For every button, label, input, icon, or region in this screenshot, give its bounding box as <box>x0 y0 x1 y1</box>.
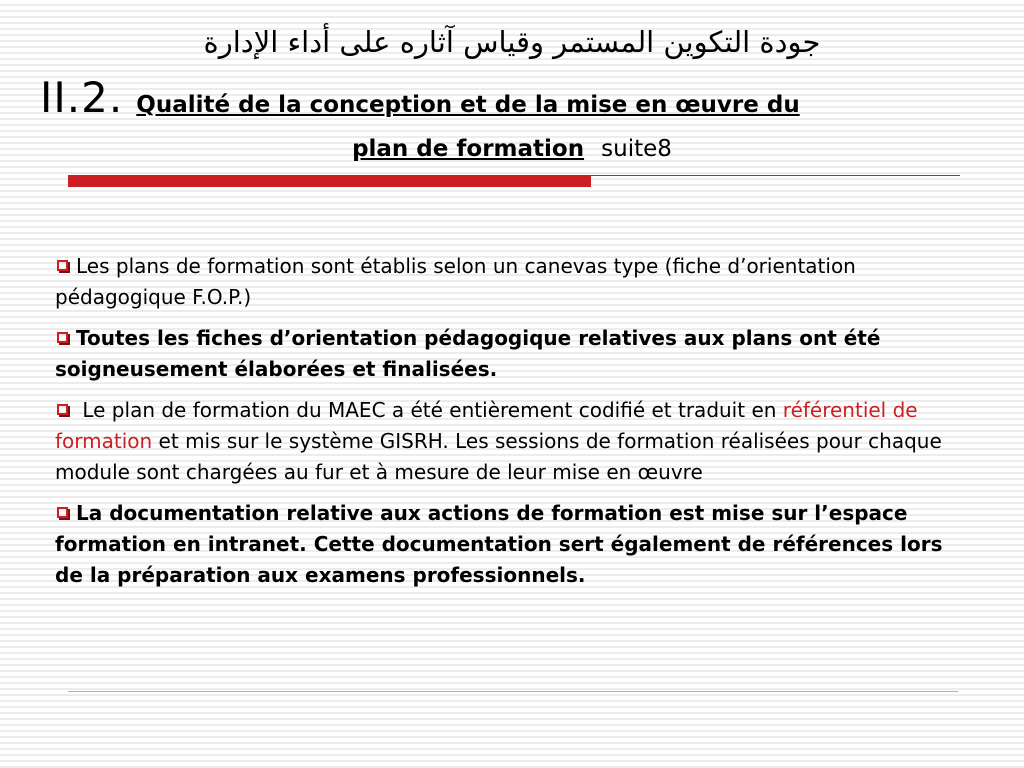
bullet-item <box>55 251 970 313</box>
bullet-highlight: référentiel de formation <box>55 398 918 453</box>
arabic-title: جودة التكوين المستمر وقياس آثاره على أداء الإدارة <box>203 25 821 59</box>
bullet-text-after: et mis sur le système GISRH. Les sessions de formation réalisées pour chaque module sont chargées au fur et à mesure de leur mise en œuvre <box>55 429 942 484</box>
slide-title-line2 <box>0 132 1024 168</box>
slide-title-suffix: suite8 <box>601 136 672 162</box>
bullet-text: Toutes les fiches d’orientation pédagogique relatives aux plans ont été soigneusement élaborées et finalisées. <box>55 326 881 381</box>
checkbox-bullet-icon <box>57 404 68 415</box>
checkbox-bullet-icon <box>57 507 68 518</box>
title-underline-bar <box>68 175 591 187</box>
bullet-item <box>55 395 970 488</box>
checkbox-bullet-icon <box>57 332 68 343</box>
bullet-text-before: Le plan de formation du MAEC a été entièrement codifié et traduit en <box>76 398 783 422</box>
bullet-item <box>55 323 970 385</box>
bullet-text: Les plans de formation sont établis selon un canevas type (fiche d’orientation pédagogique F.O.P.) <box>55 254 856 309</box>
bullet-text: La documentation relative aux actions de formation est mise sur l’espace formation en intranet. Cette documentation sert également de références lors de la préparation aux examens professionnels. <box>55 501 943 587</box>
section-number: II.2. <box>40 73 124 122</box>
slide-title-bold: Qualité de la conception et de la mise en œuvre du <box>136 92 800 118</box>
footer-divider <box>68 691 958 692</box>
bullet-list <box>55 251 970 601</box>
title-underline-thin <box>591 175 960 176</box>
checkbox-bullet-icon <box>57 260 68 271</box>
slide-title-line1 <box>40 74 990 131</box>
slide-title-bold-continued: plan de formation <box>352 136 585 162</box>
bullet-item <box>55 498 970 591</box>
